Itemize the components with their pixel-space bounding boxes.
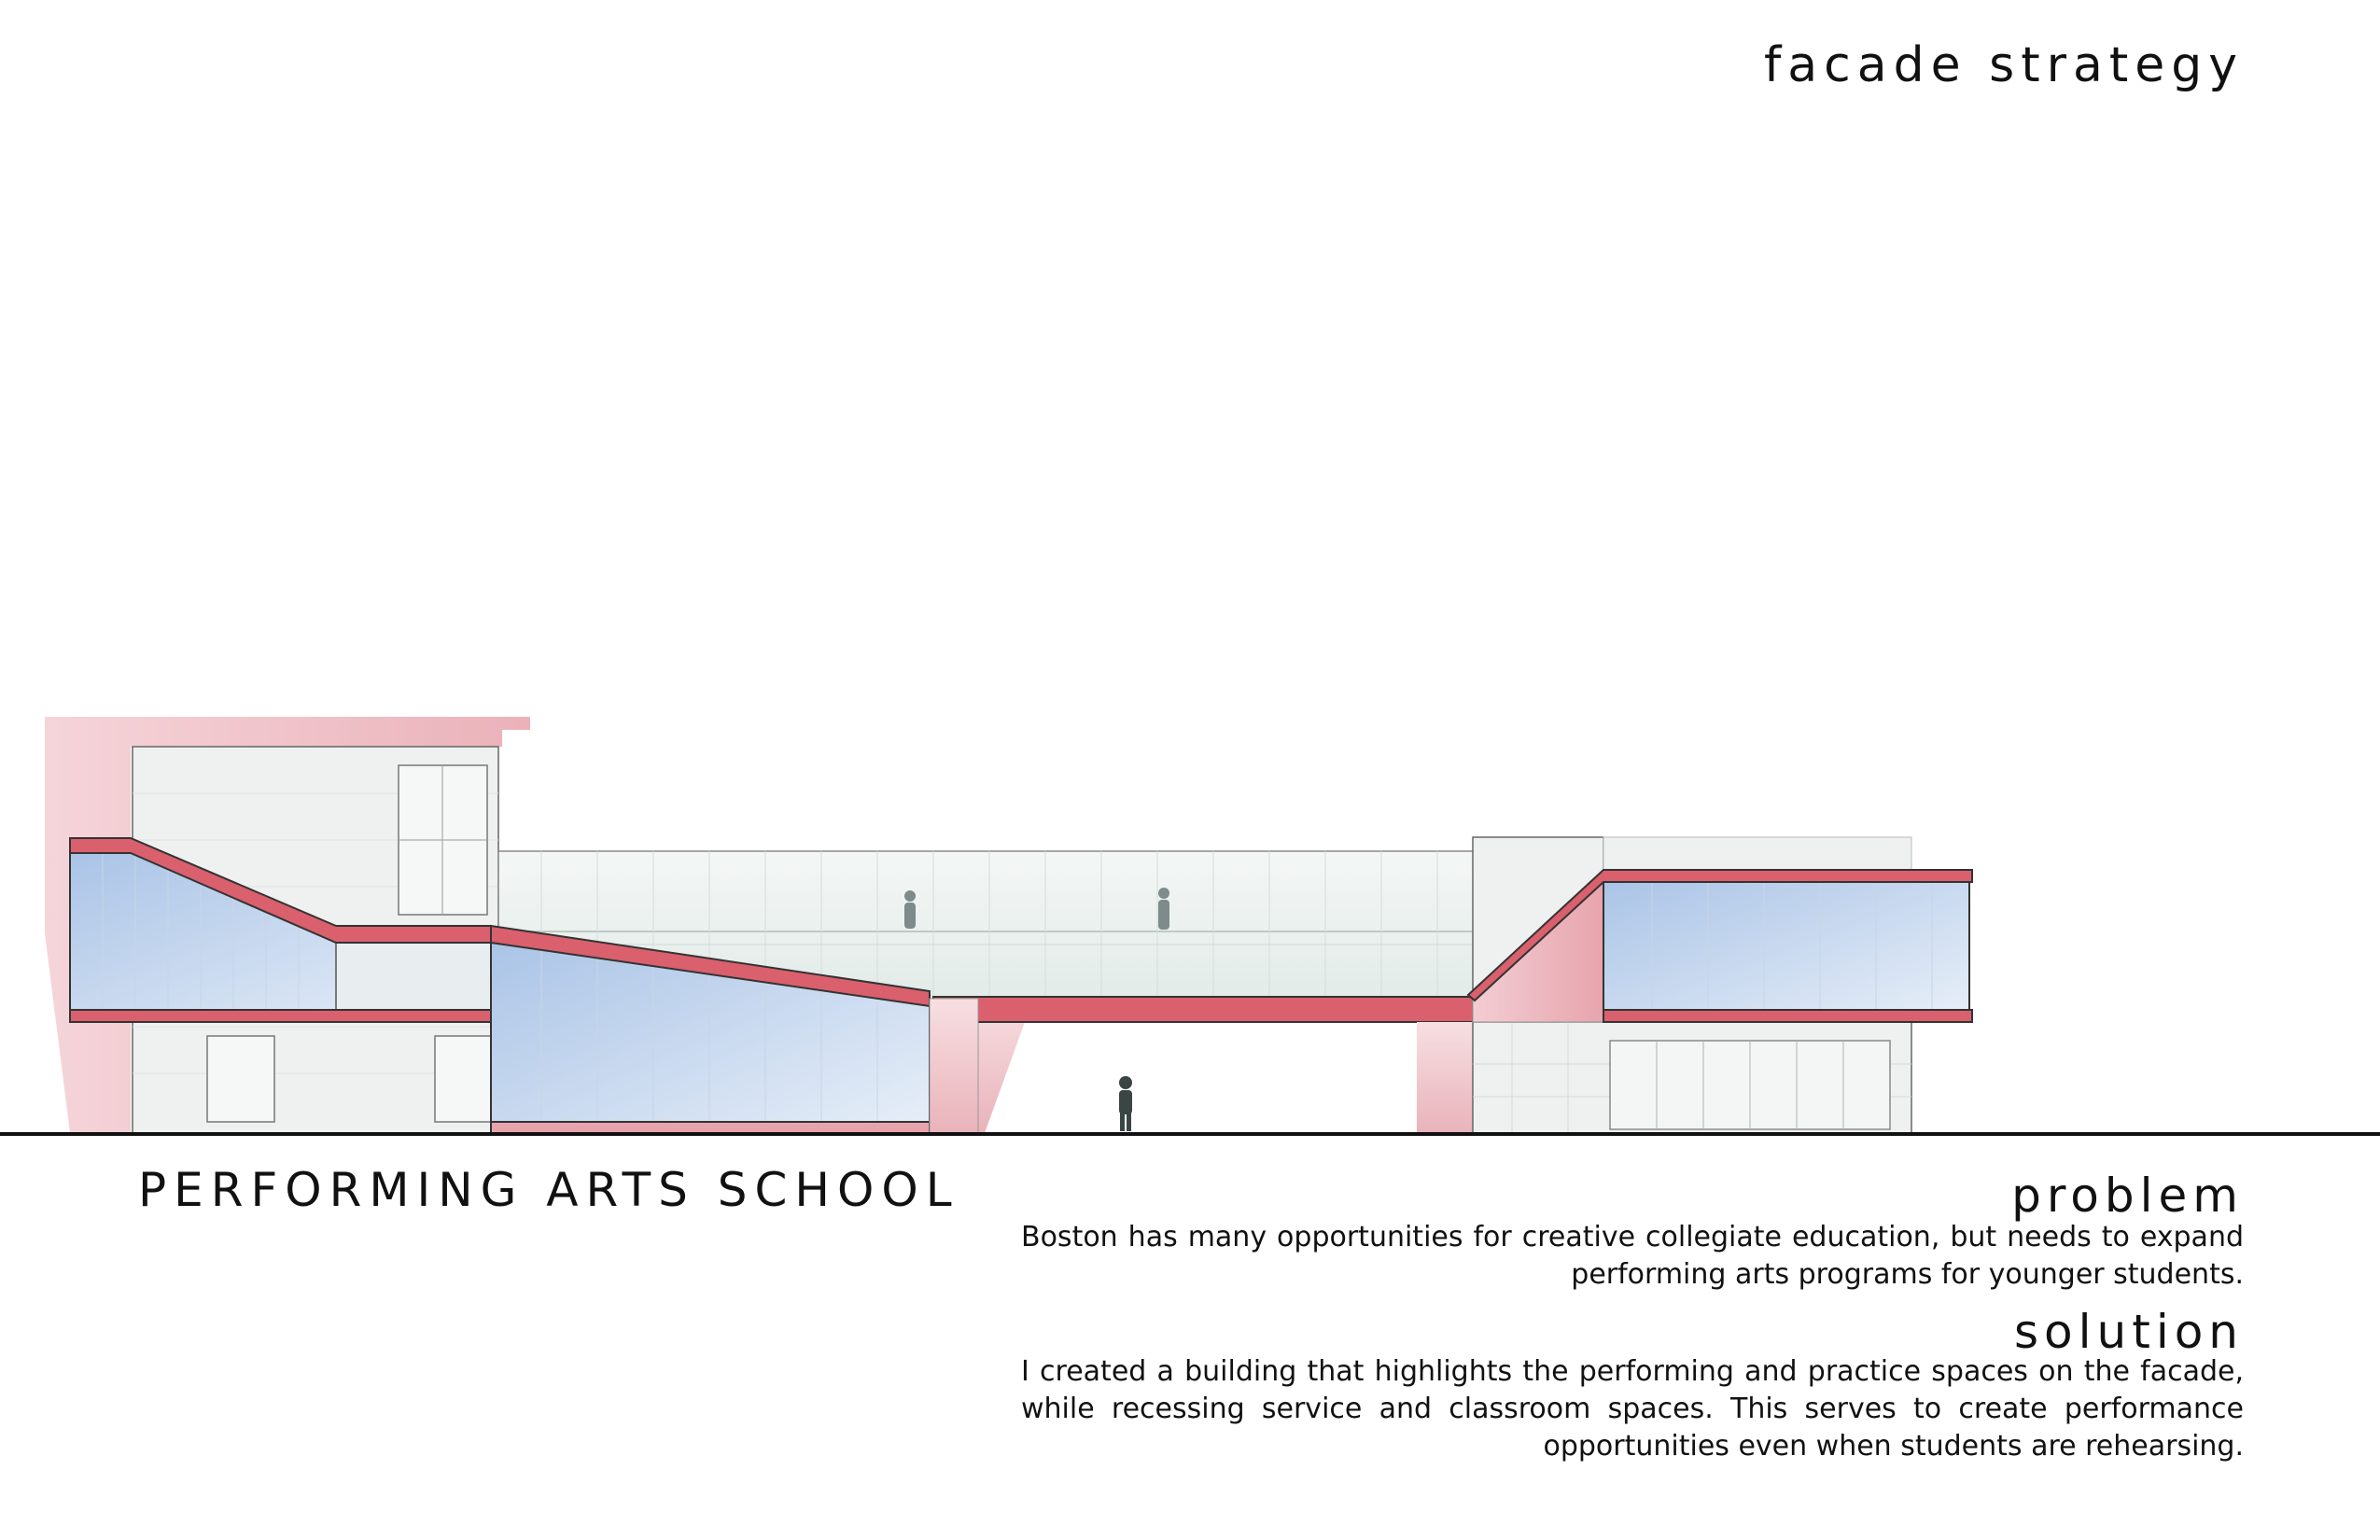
project-name: PERFORMING ARTS SCHOOL: [138, 1163, 959, 1217]
page-title: facade strategy: [1763, 37, 2244, 93]
problem-heading: problem: [2011, 1169, 2244, 1223]
problem-text: Boston has many opportunities for creative collegiate education, but needs to expand performing arts programs for younger students.: [1021, 1221, 2244, 1291]
solution-heading: solution: [2014, 1305, 2244, 1359]
solution-text: I created a building that highlights the performing and practice spaces on the facade, while recessing service and classroom spaces. This serves to create performance opportunities even when students are rehearsing.: [1021, 1355, 2244, 1463]
person-figure-icon: [1119, 1076, 1132, 1131]
